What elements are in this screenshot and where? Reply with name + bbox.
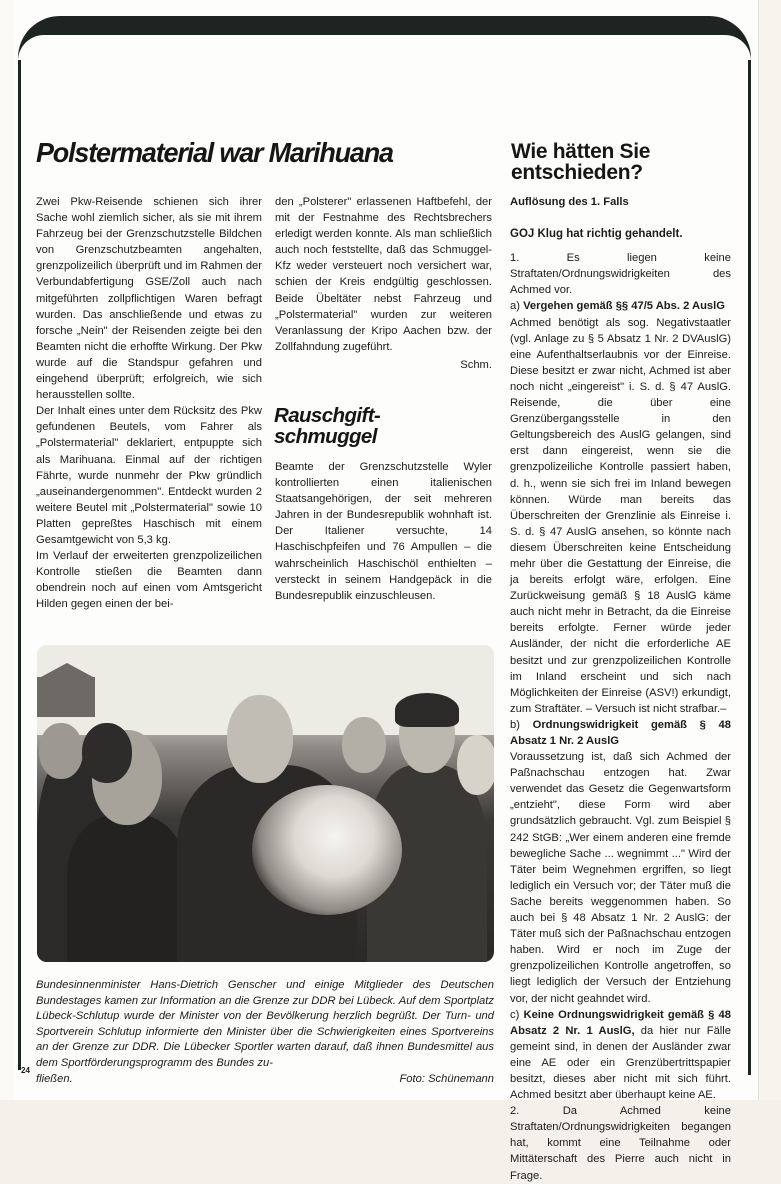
photo-person-head: [227, 695, 293, 783]
caption-text: Bundesinnenminister Hans-Dietrich Genscher und einige Mitglieder des Deutschen Bundestages kamen zur Information an die Grenze zur DDR bei Lübeck. Auf dem Sportplatz Lübeck-Schlutup wurde der Minister von der Bevölkerung herzlich begrüßt. Der Turn- und Sportverein Schlutup informierte den Minister über die Schwierigkeiten eines Sportvereins an der Grenze zur DDR. Die Lübecker Sportler warten darauf, daß ihnen Bundesmittel aus dem Sportförderungsprogramm des Bundes zu-: [36, 979, 494, 1069]
paragraph: den „Polsterer" erlassenen Haftbefehl, der mit der Festnahme des Rechtsbrechers erledigt werden konnte. Als man schließlich auch noch feststellte, daß das Schmuggel-Kfz weder versteuert noch versichert war, schien der Kreis endgültig geschlossen. Beide Übeltäter nebst Fahrzeug und „Polstermaterial" wurden zur weiteren Veranlassung der Kripo Aachen bzw. der Zollfahndung zugeführt.: [275, 196, 492, 353]
photo-person-head: [39, 723, 83, 779]
photo-person-hair: [395, 693, 459, 727]
section-a-heading: Vergehen gemäß §§ 47/5 Abs. 2 AuslG: [523, 300, 725, 313]
sidebar-verdict: GOJ Klug hat richtig gehandelt.: [510, 228, 683, 241]
section-c-heading: Keine Ordnungswidrigkeit gemäß § 48 Absatz 2 Nr. 1 AuslG,: [510, 1008, 731, 1037]
page-number: 24: [21, 1066, 30, 1075]
photo-house: [37, 677, 95, 717]
section-b-heading: Ordnungswidrigkeit gemäß § 48 Absatz 1 Nr. 2 AuslG: [510, 718, 732, 747]
section-b-body: Voraussetzung ist, daß sich Achmed der Paßnachschau entzogen hat. Zwar verwendet das Gesetz die Gegenwartsform „entzieht", diese Form wird aber grundsätzlich gebraucht. Vgl. zum Beispiel § 242 StGB: „Wer einem anderen eine fremde bewegliche Sache ... wegnimmt ..." Wird der Täter beim Wegnehmen ergriffen, so liegt lediglich ein Versuch vor; der Täter muß die Sache bereits weggenommen haben. So auch bei § 48 Absatz 1 Nr. 2 AuslG: der Täter muß sich der Paßnachschau entzogen haben. Wird er noch im Zuge der grenzpolizeilichen Kontrolle angetroffen, so liegt lediglich der Versuch der Entziehung vor, der nicht geahndet wird.: [510, 751, 731, 1005]
second-article-body: [275, 459, 492, 604]
article-column-1: [36, 194, 262, 612]
sidebar-title: Wie hätten Sie entschieden?: [511, 140, 651, 184]
news-photo: [37, 645, 494, 962]
photo-person-head: [457, 735, 494, 795]
title-line: schmuggel: [274, 425, 377, 448]
title-line: Rauschgift-: [274, 404, 381, 427]
paragraph: Beamte der Grenzschutzstelle Wyler kontrollierten einen italienischen Staatsangehörigen, der seit mehreren Jahren in der Bundesrepublik wohnhaft ist. Der Italiener versuchte, 14 Haschischpfeifen und 76 Ampullen – die wahrscheinlich Haschischöl enthielten – versteckt in seinem Handgepäck in die Bundesrepublik einzuschleusen.: [275, 461, 492, 602]
caption-ending: fließen.: [36, 1072, 73, 1085]
section-c-label: c): [510, 1008, 524, 1021]
section-a: [510, 298, 731, 314]
section-a-label: a): [510, 300, 524, 313]
section-c-body: da hier nur Fälle gemeint sind, in denen der Ausländer zwar eine AE oder ein Grenzübertrittspapier besitzt, dieses aber nicht mit sich führt. Achmed besitzt aber überhaupt keine AE.: [510, 1024, 731, 1102]
article-title: Polstermaterial war Marihuana: [36, 137, 393, 168]
section-b: [510, 717, 731, 749]
article-column-2: [275, 194, 492, 373]
second-article-title: [274, 405, 474, 447]
section-b-label: b): [510, 718, 533, 731]
caption-last-line: [36, 1072, 494, 1088]
photo-caption: [36, 978, 494, 1087]
point-1-intro: 1. Es liegen keine Straftaten/Ordnungswidrigkeiten des Achmed vor.: [510, 252, 731, 297]
section-c: [510, 1007, 731, 1104]
point-2: 2. Da Achmed keine Straftaten/Ordnungswidrigkeiten begangen hat, kommt eine Teilnahme oder Mittäterschaft des Pierre auch nicht in Frage.: [510, 1105, 731, 1182]
photo-person-hair: [82, 723, 132, 783]
photo-person: [67, 815, 187, 962]
page-frame-left-border: [18, 60, 21, 1070]
photo-credit: Foto: Schünemann: [399, 1072, 494, 1085]
photo-flower-bouquet: [252, 785, 402, 915]
author-signature: Schm.: [460, 358, 492, 371]
next-page-edge: [758, 0, 781, 1100]
paragraph: Der Inhalt eines unter dem Rücksitz des Pkw gefundenen Beutels, vom Fahrer als „Polstermaterial" deklariert, entpuppte sich als Marihuana. Einmal auf der richtigen Fährte, wurde nunmehr der Pkw gründlich „auseinandergenommen". Entdeckt wurden 2 weitere Beutel mit „Polstermaterial" sowie 10 Platten gepreßtes Haschisch mit einem Gesamtgewicht von 5,3 kg.: [36, 405, 262, 546]
sidebar-column: [510, 194, 731, 1184]
paragraph: Im Verlauf der erweiterten grenzpolizeilichen Kontrolle stießen die Beamten dann obendrein noch auf einen vom Amtsgericht Hilden gegen einen der bei-: [36, 550, 262, 611]
section-a-body: Achmed benötigt als sog. Negativstaatler (vgl. Anlage zu § 5 Absatz 1 Nr. 2 DVAuslG) eine Aufenthaltserlaubnis vor der Einreise. Diese besitzt er zwar nicht, Achmed ist aber noch nicht „eingereist" i. S. d. § 47 AuslG. Reisende, die über eine Grenzübergangsstelle in den Geltungsbereich des AuslG gelangen, sind erst dann eingereist, wenn sie die grenzpolizeiliche Kontrolle passiert haben, d. h., wenn sie sich frei im Inland bewegen können. Würde man bereits das Überschreiten der Grenzlinie als Einreise i. S. d. § 47 AuslG ansehen, so könnte nach diesem Überschreiten keine Entscheidung mehr über die Gestattung der Einreise, die ja bereits erfolgt wäre, erfolgen. Eine Zurückweisung gemäß § 18 AuslG käme auch nicht mehr in Betracht, da die Einreise bereits erfolgte. Ferner würde jeder Ausländer, der nicht die erforderliche AE besitzt und zur grenzpolizeilichen Kontrolle im Inland erscheint und sich nach Möglichkeiten der Einreise (ASV!) erkundigt, zum Straftäter. – Versuch ist nicht strafbar.–: [510, 316, 731, 715]
page-left-edge: [0, 0, 15, 1100]
page-frame-right-border: [748, 60, 751, 1075]
paragraph: Zwei Pkw-Reisende schienen sich ihrer Sache wohl ziemlich sicher, als sie mit ihrem Fahrzeug bei der Grenzschutzstelle Bildchen von Grenzschutzbeamten angehalten, grenzpolizeilich überprüft und im Rahmen der Verbundabfertigung GSE/Zoll auch nach mitgeführten zollpflichtigen Waren befragt wurden. Das anschließende und etwas zu forsche „Nein" der Reisenden zeigte bei den Beamten nicht die erhoffte Wirkung. Der Pkw wurde auf die Standspur gefahren und eingehend überprüft; erfolgreich, wie sich herausstellen sollte.: [36, 196, 262, 402]
photo-person-head: [342, 717, 386, 773]
sidebar-subtitle: Auflösung des 1. Falls: [510, 196, 629, 208]
